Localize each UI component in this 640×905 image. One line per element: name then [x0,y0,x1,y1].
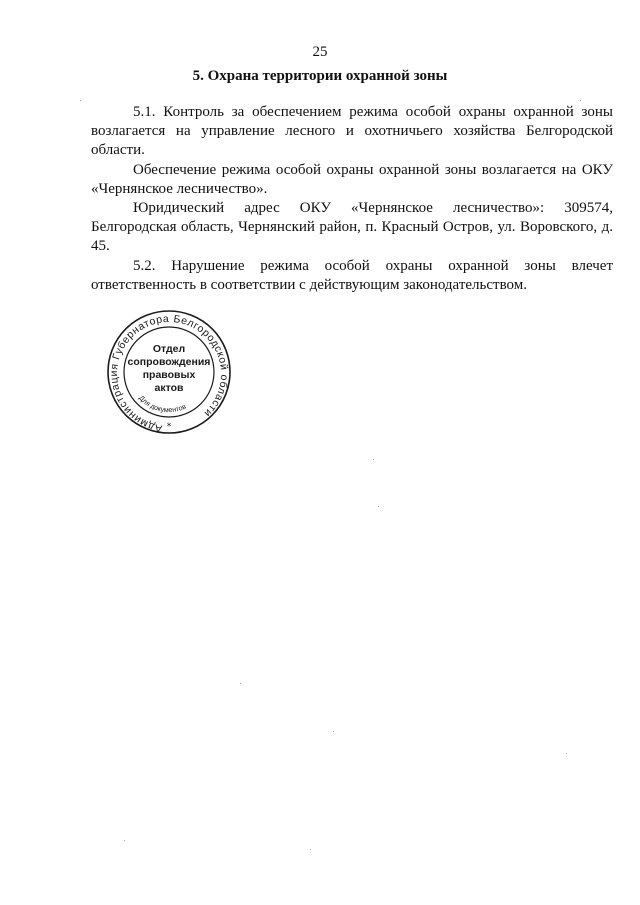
scan-speck [566,753,567,754]
scan-speck [373,459,374,460]
scan-speck [378,506,379,507]
stamp-star-icon: * [166,422,172,432]
scan-speck [124,840,125,841]
page-number: 25 [312,44,328,60]
stamp-center-line-4: актов [154,382,184,394]
scan-speck [310,849,311,850]
stamp-ring-text: Администрация Губернатора Белгородской области [108,312,231,435]
section-title: 5. Охрана территории охранной зоны [192,68,448,84]
paragraph-5-2: 5.2. Нарушение режима особой охраны охранной зоны влечет ответственность в соответствии с действующим законодательством. [91,257,613,293]
scan-speck [580,100,581,101]
stamp-center-line-1: Отдел [152,343,186,355]
scan-speck [240,683,241,684]
scan-speck [80,100,81,101]
stamp-center-line-3: правовых [142,369,196,381]
paragraph-responsibility: Обеспечение режима особой охраны охранной зоны возлагается на ОКУ «Чернянское лесничество». [91,161,613,197]
section-body [91,103,613,295]
stamp-center-line-2: сопровождения [127,356,211,368]
stamp-inner-text: Для документов [137,394,188,415]
official-stamp [104,309,234,435]
scan-speck [333,731,334,732]
paragraph-5-1: 5.1. Контроль за обеспечением режима особой охраны охранной зоны возлагается на управление лесного и охотничьего хозяйства Белгородской области. [91,104,613,159]
paragraph-legal-address: Юридический адрес ОКУ «Чернянское лесничество»: 309574, Белгородская область, Чернянский район, п. Красный Остров, ул. Воровского, д. 45. [91,200,613,255]
